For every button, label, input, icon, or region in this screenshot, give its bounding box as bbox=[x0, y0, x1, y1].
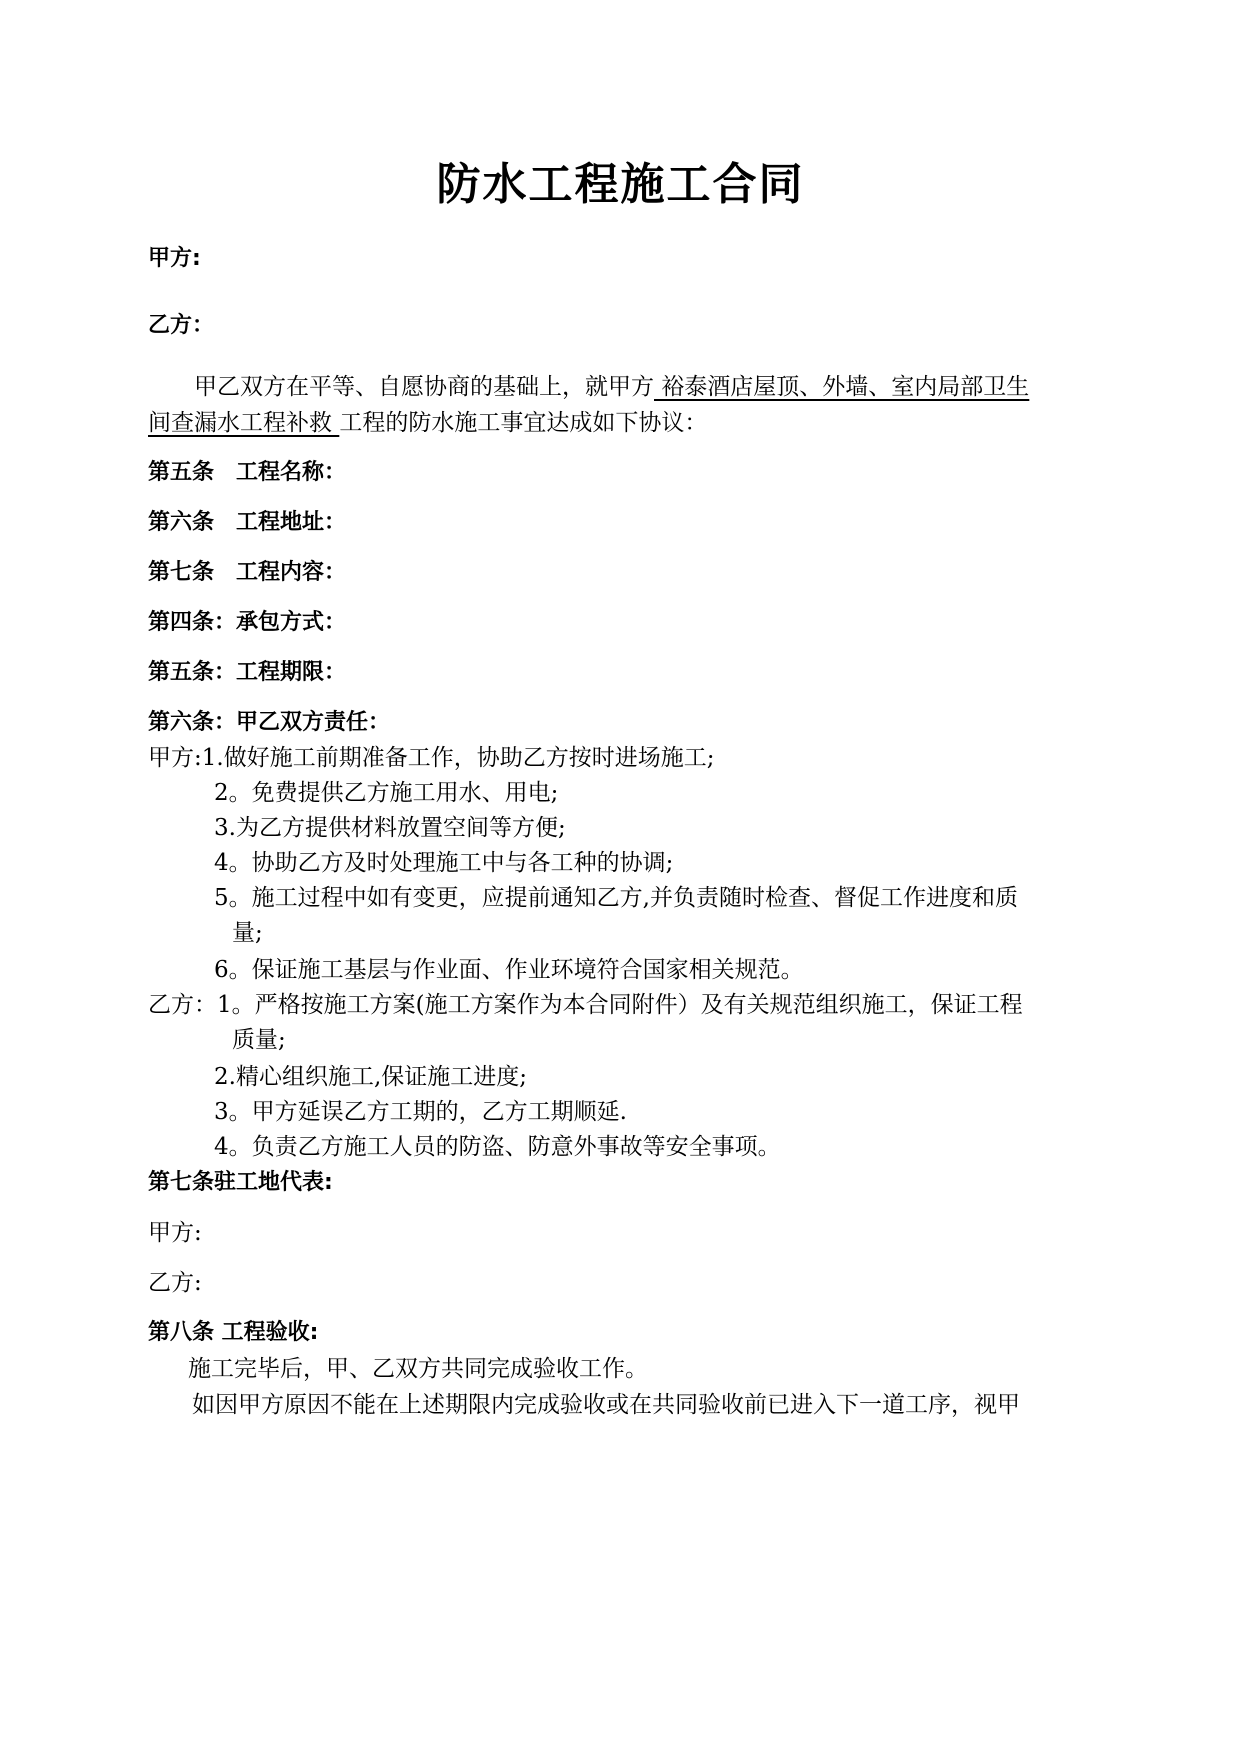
party-a-duty-item: 5。施工过程中如有变更，应提前通知乙方,并负责随时检查、督促工作进度和质 bbox=[214, 885, 1018, 911]
party-b-duty-item: 4。负责乙方施工人员的防盗、防意外事故等安全事项。 bbox=[214, 1134, 781, 1160]
article-project-content: 第七条 工程内容： bbox=[148, 560, 347, 585]
intro-pre: 甲乙双方在平等、自愿协商的基础上，就甲方 bbox=[194, 374, 654, 400]
party-b-duty-item: 3。甲方延误乙方工期的，乙方工期顺延. bbox=[214, 1099, 627, 1125]
party-a-duty-item: 3.为乙方提供材料放置空间等方便; bbox=[214, 815, 566, 841]
intro-line-1 bbox=[194, 372, 1029, 402]
party-a-duty-item: 6。保证施工基层与作业面、作业环境符合国家相关规范。 bbox=[214, 957, 804, 983]
party-b-duty-item: 2.精心组织施工,保证施工进度; bbox=[214, 1064, 528, 1090]
project-name-part-1: 裕泰酒店屋顶、外墙、室内局部卫生 bbox=[654, 374, 1030, 400]
party-a-label: 甲方: bbox=[148, 246, 201, 271]
article-acceptance: 第八条 工程验收: bbox=[148, 1320, 319, 1345]
party-a-duty-item-continuation: 量; bbox=[232, 920, 263, 946]
party-b-duty-lead: 乙方：1。严格按施工方案(施工方案作为本合同附件）及有关规范组织施工，保证工程 bbox=[148, 992, 1023, 1018]
article-project-period: 第五条：工程期限： bbox=[148, 660, 347, 685]
intro-line-2 bbox=[148, 408, 707, 438]
party-a-duty-lead: 甲方:1.做好施工前期准备工作，协助乙方按时进场施工; bbox=[148, 745, 715, 771]
party-b-label: 乙方： bbox=[148, 313, 215, 338]
party-a-duty-item: 4。协助乙方及时处理施工中与各工种的协调; bbox=[214, 850, 674, 876]
acceptance-paragraph-1: 施工完毕后，甲、乙双方共同完成验收工作。 bbox=[188, 1356, 648, 1382]
acceptance-paragraph-2: 如因甲方原因不能在上述期限内完成验收或在共同验收前已进入下一道工序，视甲 bbox=[192, 1392, 1020, 1418]
party-a-duty-item: 2。免费提供乙方施工用水、用电; bbox=[214, 780, 559, 806]
intro-post: 工程的防水施工事宜达成如下协议： bbox=[339, 410, 708, 436]
article-responsibilities: 第六条：甲乙双方责任： bbox=[148, 710, 391, 735]
project-name-part-2: 间查漏水工程补救 bbox=[148, 410, 340, 436]
article-contract-mode: 第四条：承包方式： bbox=[148, 610, 347, 635]
article-site-representatives: 第七条驻工地代表: bbox=[148, 1170, 333, 1195]
site-rep-party-b: 乙方: bbox=[148, 1270, 202, 1296]
article-project-address: 第六条 工程地址： bbox=[148, 510, 347, 535]
party-b-duty-item-continuation: 质量; bbox=[232, 1027, 286, 1053]
document-title: 防水工程施工合同 bbox=[436, 159, 805, 210]
article-project-name: 第五条 工程名称： bbox=[148, 460, 347, 485]
site-rep-party-a: 甲方: bbox=[148, 1220, 202, 1246]
